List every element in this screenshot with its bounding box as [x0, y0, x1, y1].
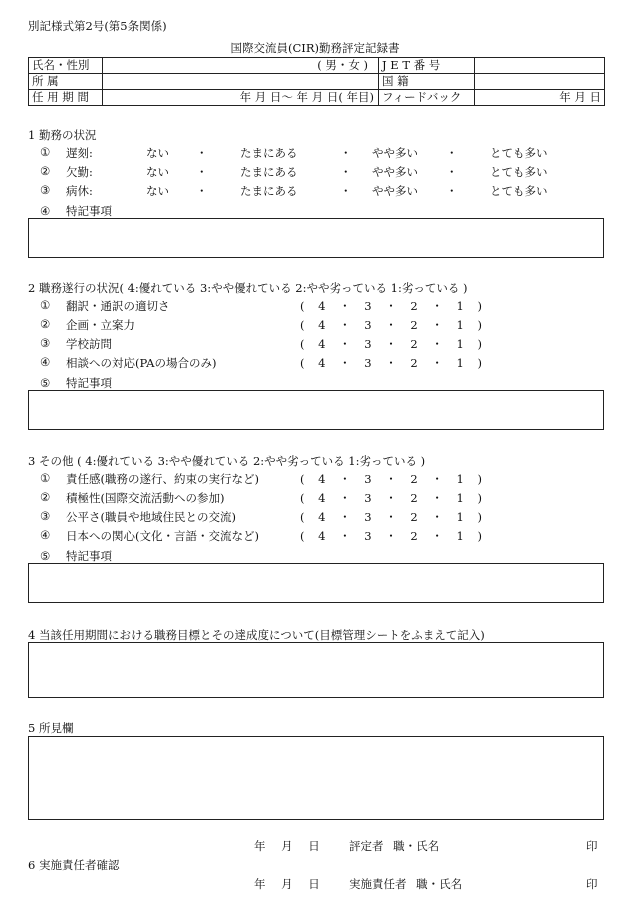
attendance-option[interactable]: とても多い — [490, 146, 548, 160]
section1-note-num: ④ — [40, 204, 51, 218]
section1-item-num: ③ — [40, 183, 51, 197]
attendance-option[interactable]: ない — [146, 165, 169, 179]
section4-heading: 4 当該任用期間における職務目標とその達成度について(目標管理シートをふまえて記入) — [28, 628, 485, 642]
evaluator-date[interactable]: 年 月 日 — [254, 839, 320, 853]
section2-note-num: ⑤ — [40, 376, 51, 390]
feedback-date[interactable]: 年 月 日 — [475, 90, 605, 106]
section2-item-num: ① — [40, 298, 51, 312]
section6-heading: 6 実施責任者確認 — [28, 858, 120, 872]
option-separator: ・ — [340, 184, 352, 198]
section2-item-num: ② — [40, 317, 51, 331]
supervisor-date[interactable]: 年 月 日 — [254, 877, 320, 891]
option-separator: ・ — [446, 184, 458, 198]
option-separator: ・ — [340, 165, 352, 179]
gender-options[interactable]: ( 男・女 ) — [103, 58, 379, 74]
section1-item-label: 病休: — [66, 184, 93, 198]
attendance-option[interactable]: たまにある — [240, 146, 298, 160]
section3-item-num: ③ — [40, 509, 51, 523]
option-separator: ・ — [196, 165, 208, 179]
section2-note-label — [40, 375, 112, 391]
section3-item-num: ① — [40, 471, 51, 485]
rating-scale[interactable]: ( 4 ・ 3 ・ 2 ・ 1 ) — [300, 510, 482, 524]
rating-scale[interactable]: ( 4 ・ 3 ・ 2 ・ 1 ) — [300, 318, 482, 332]
attendance-option[interactable]: やや多い — [372, 165, 418, 179]
section2-item-label: 翻訳・通訳の適切さ — [66, 299, 170, 313]
evaluator-label: 評定者 職・氏名 — [349, 839, 440, 853]
section2-item-label: 企画・立案力 — [66, 318, 135, 332]
attendance-option[interactable]: とても多い — [490, 184, 548, 198]
section1-heading: 1 勤務の状況 — [28, 128, 97, 142]
option-separator: ・ — [196, 184, 208, 198]
section3-notes-box[interactable] — [28, 563, 604, 603]
section1-item-num: ① — [40, 145, 51, 159]
option-separator: ・ — [446, 146, 458, 160]
section3-item-label: 責任感(職務の遂行、約束の実行など) — [66, 472, 259, 486]
rating-scale[interactable]: ( 4 ・ 3 ・ 2 ・ 1 ) — [300, 472, 482, 486]
section1-note-label — [40, 203, 112, 219]
nationality-field[interactable] — [475, 74, 605, 90]
option-separator: ・ — [196, 146, 208, 160]
rating-scale[interactable]: ( 4 ・ 3 ・ 2 ・ 1 ) — [300, 491, 482, 505]
section2-heading: 2 職務遂行の状況( 4:優れている 3:やや優れている 2:やや劣っている 1:劣っている ) — [28, 281, 468, 295]
section3-item-num: ② — [40, 490, 51, 504]
affiliation-field[interactable] — [103, 74, 379, 90]
attendance-option[interactable]: とても多い — [490, 165, 548, 179]
section1-item-label: 遅刻: — [66, 146, 93, 160]
section2-item-num: ④ — [40, 355, 51, 369]
section3-heading: 3 その他 ( 4:優れている 3:やや優れている 2:やや劣っている 1:劣っている ) — [28, 454, 426, 468]
document-title: 国際交流員(CIR)勤務評定記録書 — [230, 41, 400, 55]
rating-scale[interactable]: ( 4 ・ 3 ・ 2 ・ 1 ) — [300, 337, 482, 351]
evaluator-seal: 印 — [586, 839, 598, 853]
section3-item-label: 積極性(国際交流活動への参加) — [66, 491, 225, 505]
jet-number-field[interactable] — [475, 58, 605, 74]
section3-note-label — [40, 548, 112, 564]
attendance-option[interactable]: やや多い — [372, 184, 418, 198]
section3-item-num: ④ — [40, 528, 51, 542]
section3-item-label: 日本への関心(文化・言語・交流など) — [66, 529, 259, 543]
section3-note-text: 特記事項 — [66, 549, 112, 563]
section5-heading: 5 所見欄 — [28, 721, 74, 735]
rating-scale[interactable]: ( 4 ・ 3 ・ 2 ・ 1 ) — [300, 529, 482, 543]
section3-note-num: ⑤ — [40, 549, 51, 563]
rating-scale[interactable]: ( 4 ・ 3 ・ 2 ・ 1 ) — [300, 356, 482, 370]
jet-number-label: J E T 番 号 — [379, 58, 475, 74]
attendance-option[interactable]: ない — [146, 146, 169, 160]
option-separator: ・ — [446, 165, 458, 179]
section2-item-label: 相談への対応(PAの場合のみ) — [66, 356, 217, 370]
section5-box[interactable] — [28, 736, 604, 820]
section2-notes-box[interactable] — [28, 390, 604, 430]
section1-item-num: ② — [40, 164, 51, 178]
affiliation-label: 所 属 — [29, 74, 103, 90]
section3-item-label: 公平さ(職員や地域住民との交流) — [66, 510, 236, 524]
form-id: 別記様式第2号(第5条関係) — [28, 19, 167, 33]
term-label: 任 用 期 間 — [29, 90, 103, 106]
supervisor-seal: 印 — [586, 877, 598, 891]
rating-scale[interactable]: ( 4 ・ 3 ・ 2 ・ 1 ) — [300, 299, 482, 313]
attendance-option[interactable]: やや多い — [372, 146, 418, 160]
section1-notes-box[interactable] — [28, 218, 604, 258]
term-value[interactable]: 年 月 日〜 年 月 日( 年目) — [103, 90, 379, 106]
supervisor-label: 実施責任者 職・氏名 — [349, 877, 463, 891]
header-table — [28, 57, 605, 106]
attendance-option[interactable]: たまにある — [240, 165, 298, 179]
nationality-label: 国 籍 — [379, 74, 475, 90]
section2-item-label: 学校訪問 — [66, 337, 112, 351]
section1-item-label: 欠勤: — [66, 165, 93, 179]
option-separator: ・ — [340, 146, 352, 160]
section1-note-text: 特記事項 — [66, 204, 112, 218]
name-gender-label: 氏名・性別 — [29, 58, 103, 74]
attendance-option[interactable]: たまにある — [240, 184, 298, 198]
attendance-option[interactable]: ない — [146, 184, 169, 198]
section2-item-num: ③ — [40, 336, 51, 350]
section2-note-text: 特記事項 — [66, 376, 112, 390]
section4-box[interactable] — [28, 642, 604, 698]
feedback-label: フィードバック — [379, 90, 475, 106]
